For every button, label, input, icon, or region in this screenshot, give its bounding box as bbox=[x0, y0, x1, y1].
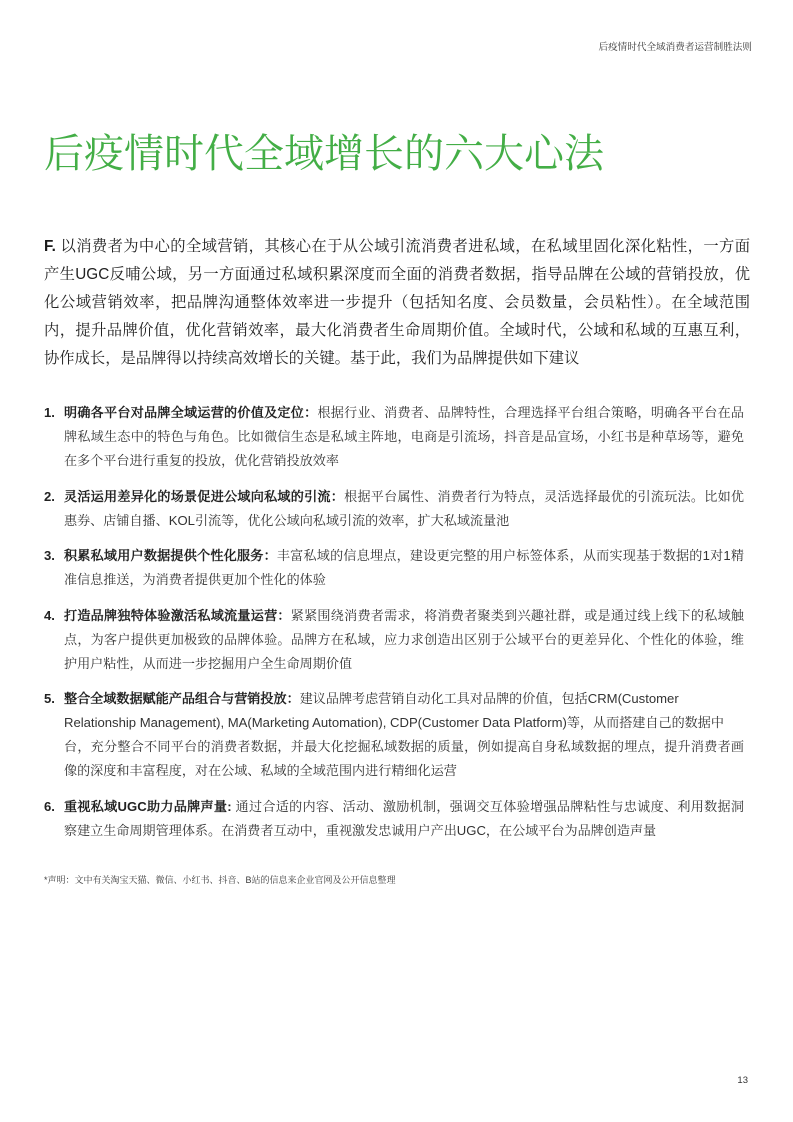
item-body bbox=[64, 544, 744, 592]
item-line: 察建立生命周期管理体系。在消费者互动中，重视激发忠诚用户产出UGC，在公域平台为品牌创造声量 bbox=[64, 822, 657, 838]
item-line: 惠券、店铺自播、KOL引流等，优化公域向私域引流的效率，扩大私域流量池 bbox=[64, 512, 510, 528]
recommendation-item bbox=[44, 401, 752, 473]
recommendation-item bbox=[44, 604, 752, 676]
item-line bbox=[64, 604, 744, 628]
intro-line: 产生UGC反哺公域，另一方面通过私域积累深度而全面的消费者数据，指导品牌在公域的营销投放，优 bbox=[44, 266, 750, 283]
item-line bbox=[64, 544, 744, 568]
item-body bbox=[64, 401, 744, 473]
item-text: 紧紧围绕消费者需求，将消费者聚类到兴趣社群，或是通过线上线下的私域触 bbox=[290, 607, 745, 623]
item-line: 点，为客户提供更加极致的品牌体验。品牌方在私域，应力求创造出区别于公域平台的更差异化、个性化的体验，维 bbox=[64, 631, 744, 647]
page-number: 13 bbox=[737, 1075, 748, 1086]
item-text: 根据平台属性、消费者行为特点，灵活选择最优的引流玩法。比如优 bbox=[344, 488, 745, 504]
intro-line bbox=[44, 233, 750, 261]
item-line: 在多个平台进行重复的投放，优化营销投放效率 bbox=[64, 453, 339, 468]
item-line: 护用户粘性，从而进一步挖掘用户全生命周期价值 bbox=[64, 655, 353, 671]
item-body bbox=[64, 485, 744, 533]
item-line: 准信息推送，为消费者提供更加个性化的体验 bbox=[64, 572, 326, 588]
item-number: 1. bbox=[44, 405, 55, 420]
recommendation-item bbox=[44, 485, 752, 533]
recommendation-item bbox=[44, 687, 752, 783]
item-line: 台，充分整合不同平台的消费者数据，并最大化挖掘私域数据的质量，例如提高自身私域数据的埋点，提升消费者画 bbox=[64, 739, 744, 755]
item-heading: 灵活运用差异化的场景促进公域向私域的引流： bbox=[64, 488, 345, 504]
item-heading: 明确各平台对品牌全域运营的价值及定位： bbox=[64, 405, 318, 420]
intro-line: 协作成长，是品牌得以持续高效增长的关键。基于此，我们为品牌提供如下建议 bbox=[44, 350, 580, 367]
intro-line: 化公域营销效率，把品牌沟通整体效率进一步提升（包括知名度、会员数量，会员粘性）。在全域范围 bbox=[44, 294, 750, 311]
item-number: 2. bbox=[44, 488, 55, 504]
item-number: 3. bbox=[44, 548, 55, 564]
intro-paragraph bbox=[44, 233, 750, 373]
item-line bbox=[64, 687, 744, 711]
item-number: 5. bbox=[44, 691, 55, 707]
page-title: 后疫情时代全域增长的六大心法 bbox=[44, 132, 604, 176]
recommendation-item bbox=[44, 544, 752, 592]
item-line bbox=[64, 485, 744, 509]
item-heading: 重视私域UGC助力品牌声量: bbox=[64, 798, 232, 814]
disclaimer-footnote: *声明：文中有关淘宝天猫、微信、小红书、抖音、B站的信息来企业官网及公开信息整理 bbox=[44, 875, 396, 885]
item-line: 像的深度和丰富程度，对在公域、私域的全域范围内进行精细化运营 bbox=[64, 763, 457, 779]
item-number: 4. bbox=[44, 607, 55, 623]
item-text: 根据行业、消费者、品牌特性，合理选择平台组合策略，明确各平台在品 bbox=[317, 405, 745, 420]
intro-line: 内，提升品牌价值，优化营销效率，最大化消费者生命周期价值。全域时代，公域和私域的互惠互利， bbox=[44, 322, 750, 339]
item-line bbox=[64, 795, 744, 819]
item-number: 6. bbox=[44, 798, 55, 814]
recommendation-list bbox=[44, 401, 752, 855]
item-heading: 打造品牌独特体验激活私域流量运营： bbox=[64, 607, 291, 623]
item-text: 丰富私域的信息埋点，建设更完整的用户标签体系，从而实现基于数据的1对1精 bbox=[276, 548, 744, 564]
item-line bbox=[64, 401, 744, 425]
intro-text: 以消费者为中心的全域营销，其核心在于从公域引流消费者进私域，在私域里固化深化粘性，一方面 bbox=[55, 238, 750, 255]
item-body bbox=[64, 604, 744, 676]
recommendation-item bbox=[44, 795, 752, 843]
item-heading: 积累私域用户数据提供个性化服务： bbox=[64, 548, 277, 564]
item-heading: 整合全域数据赋能产品组合与营销投放： bbox=[64, 691, 300, 707]
item-line: 牌私域生态中的特色与角色。比如微信生态是私域主阵地，电商是引流场，抖音是品宣场，小红书是种草场等，避免 bbox=[64, 429, 744, 444]
item-line: Relationship Management), MA(Marketing Automation), CDP(Customer Data Platform)等，从而搭建自己的数据中 bbox=[64, 715, 724, 731]
item-text: 建议品牌考虑营销自动化工具对品牌的价值，包括CRM(Customer bbox=[299, 691, 679, 707]
item-body bbox=[64, 687, 744, 783]
intro-lead: F. bbox=[44, 238, 56, 255]
item-body bbox=[64, 795, 744, 843]
item-text: 通过合适的内容、活动、激励机制，强调交互体验增强品牌粘性与忠诚度、利用数据洞 bbox=[231, 798, 744, 814]
running-header: 后疫情时代全域消费者运营制胜法则 bbox=[598, 42, 752, 53]
